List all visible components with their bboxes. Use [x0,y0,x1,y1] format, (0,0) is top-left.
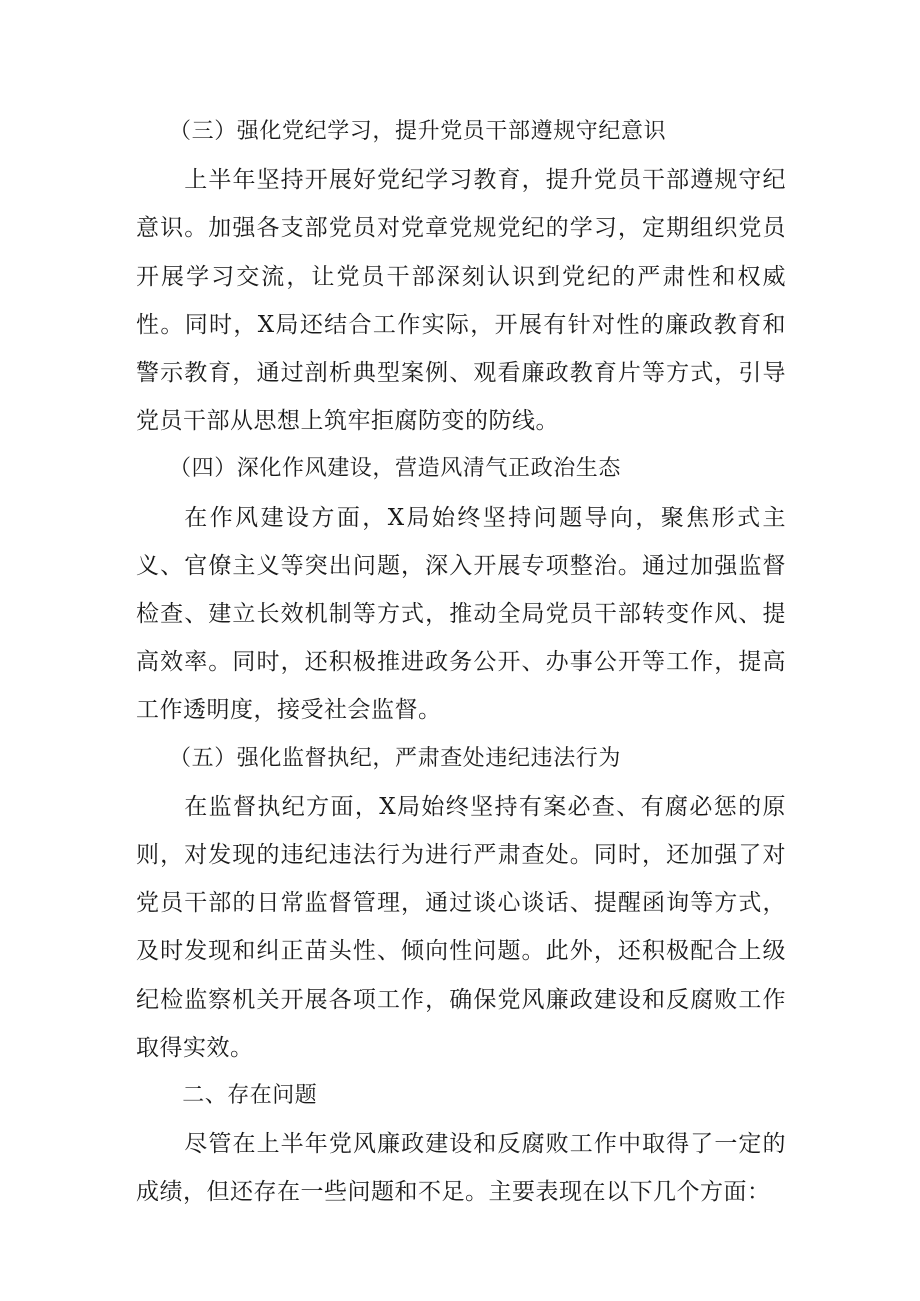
document-body [136,108,786,1217]
subheading-strengthen-discipline-study: （三）强化党纪学习，提升党员干部遵规守纪意识 [169,119,667,144]
paragraph-supervision-discipline: 在监督执纪方面，X局始终坚持有案必查、有腐必惩的原则，对发现的违纪违法行为进行严肃查处。同时，还加强了对党员干部的日常监督管理，通过谈心谈话、提醒函询等方式，及时发现和纠正苗头性、倾向性问题。此外，还积极配合上级纪检监察机关开展各项工作，确保党风廉政建设和反腐败工作取得实效。 [136,793,786,1061]
paragraph-work-style: 在作风建设方面，X局始终坚持问题导向，聚焦形式主义、官僚主义等突出问题，深入开展专项整治。通过加强监督检查、建立长效机制等方式，推动全局党员干部转变作风、提高效率。同时，还积极推进政务公开、办事公开等工作，提高工作透明度，接受社会监督。 [136,504,786,724]
subheading-deepen-work-style: （四）深化作风建设，营造风清气正政治生态 [169,456,622,482]
paragraph-existing-problems: 尽管在上半年党风廉政建设和反腐败工作中取得了一定的成绩，但还存在一些问题和不足。主要表现在以下几个方面： [136,1131,786,1206]
section-heading-existing-problems: 二、存在问题 [182,1083,318,1109]
subheading-supervision-discipline: （五）强化监督执纪，严肃查处违纪违法行为 [169,745,622,771]
paragraph-discipline-study: 上半年坚持开展好党纪学习教育，提升党员干部遵规守纪意识。加强各支部党员对党章党规党纪的学习，定期组织党员开展学习交流，让党员干部深刻认识到党纪的严肃性和权威性。同时，X局还结合工作实际，开展有针对性的廉政教育和警示教育，通过剖析典型案例、观看廉政教育片等方式，引导党员干部从思想上筑牢拒腐防变的防线。 [136,167,786,435]
